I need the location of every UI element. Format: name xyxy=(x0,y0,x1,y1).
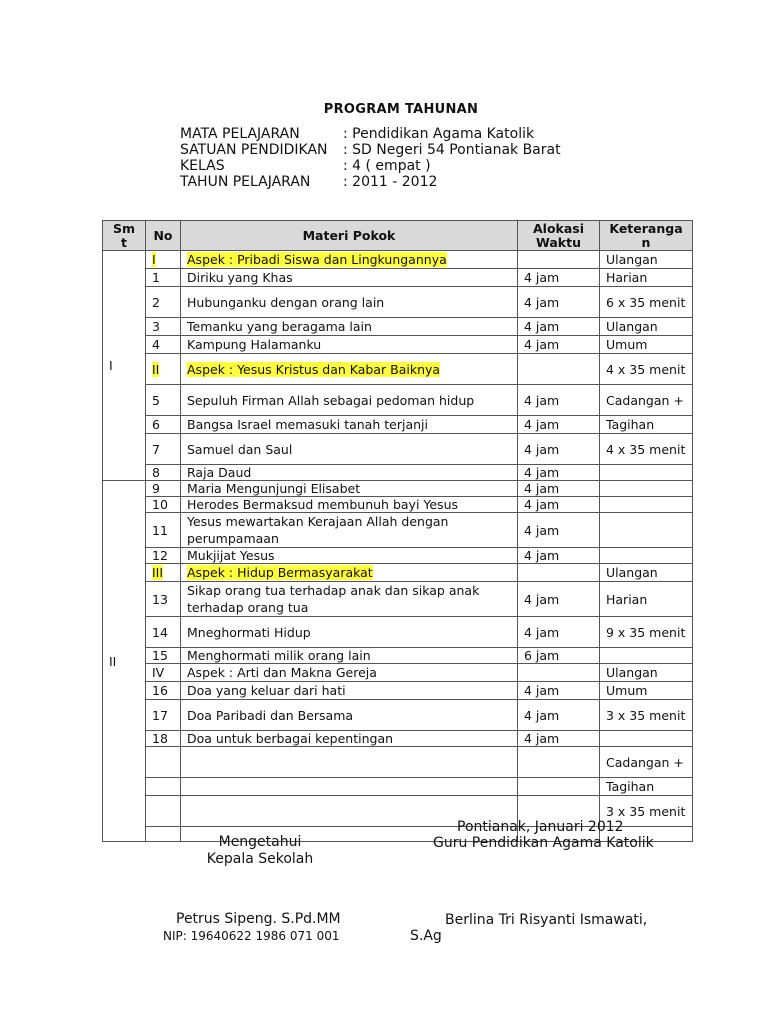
table-row xyxy=(103,682,693,700)
table-row xyxy=(103,778,693,796)
materi-cell xyxy=(181,564,518,582)
no-cell: 6 xyxy=(146,416,181,434)
no-cell: 5 xyxy=(146,385,181,416)
no-cell: 10 xyxy=(146,497,181,513)
alokasi-cell: 4 jam xyxy=(518,700,600,731)
no-cell: 14 xyxy=(146,617,181,648)
no-cell: 9 xyxy=(146,481,181,497)
alokasi-cell xyxy=(518,251,600,269)
table-row xyxy=(103,747,693,778)
info-value: : 4 ( empat ) xyxy=(343,158,431,174)
table-row xyxy=(103,564,693,582)
keterangan-cell: Ulangan xyxy=(600,664,693,682)
table-row xyxy=(103,548,693,564)
teacher-name: Berlina Tri Risyanti Ismawati, xyxy=(445,912,648,928)
info-value: : SD Negeri 54 Pontianak Barat xyxy=(343,142,561,158)
table-row xyxy=(103,700,693,731)
semester-cell: II xyxy=(103,481,146,842)
materi-cell: Temanku yang beragama lain xyxy=(181,318,518,336)
keterangan-cell: 6 x 35 menit xyxy=(600,287,693,318)
materi-cell: Samuel dan Saul xyxy=(181,434,518,465)
materi-cell: Herodes Bermaksud membunuh bayi Yesus xyxy=(181,497,518,513)
alokasi-cell: 4 jam xyxy=(518,416,600,434)
materi-cell: Bangsa Israel memasuki tanah terjanji xyxy=(181,416,518,434)
keterangan-cell: Harian xyxy=(600,582,693,617)
alokasi-cell: 4 jam xyxy=(518,287,600,318)
keterangan-cell: 4 x 35 menit xyxy=(600,434,693,465)
alokasi-cell: 4 jam xyxy=(518,682,600,700)
info-subject xyxy=(180,126,561,142)
alokasi-cell xyxy=(518,564,600,582)
alokasi-cell xyxy=(518,664,600,682)
semester-cell: I xyxy=(103,251,146,481)
info-class xyxy=(180,158,561,174)
materi-cell: Mukjijat Yesus xyxy=(181,548,518,564)
alokasi-cell: 4 jam xyxy=(518,434,600,465)
table-row xyxy=(103,465,693,481)
alokasi-cell: 4 jam xyxy=(518,269,600,287)
info-block xyxy=(180,126,561,190)
table-row xyxy=(103,385,693,416)
no-cell: 17 xyxy=(146,700,181,731)
materi-cell: Maria Mengunjungi Elisabet xyxy=(181,481,518,497)
no-cell: 2 xyxy=(146,287,181,318)
materi-cell: Sikap orang tua terhadap anak dan sikap anak terhadap orang tua xyxy=(181,582,518,617)
alokasi-cell: 4 jam xyxy=(518,582,600,617)
table-row xyxy=(103,648,693,664)
materi-cell xyxy=(181,747,518,778)
table-row xyxy=(103,617,693,648)
table-row xyxy=(103,664,693,682)
keterangan-cell: Cadangan + xyxy=(600,747,693,778)
no-cell xyxy=(146,747,181,778)
keterangan-cell: Cadangan + xyxy=(600,385,693,416)
alokasi-cell: 4 jam xyxy=(518,318,600,336)
alokasi-cell: 4 jam xyxy=(518,465,600,481)
keterangan-cell: Umum xyxy=(600,336,693,354)
place-date: Pontianak, Januari 2012 xyxy=(457,819,624,835)
keterangan-cell xyxy=(600,465,693,481)
no-cell xyxy=(146,354,181,385)
keterangan-cell xyxy=(600,731,693,747)
table-row xyxy=(103,497,693,513)
no-cell: 11 xyxy=(146,513,181,548)
info-value: : Pendidikan Agama Katolik xyxy=(343,126,535,142)
table-row xyxy=(103,318,693,336)
no-cell: 4 xyxy=(146,336,181,354)
no-cell: 15 xyxy=(146,648,181,664)
no-cell: 7 xyxy=(146,434,181,465)
keterangan-cell xyxy=(600,513,693,548)
keterangan-cell: Tagihan xyxy=(600,416,693,434)
materi-cell xyxy=(181,354,518,385)
materi-cell-highlight: Aspek : Yesus Kristus dan Kabar Baiknya xyxy=(187,361,441,377)
table-row xyxy=(103,251,693,269)
keterangan-cell: Ulangan xyxy=(600,564,693,582)
materi-cell: Doa untuk berbagai kepentingan xyxy=(181,731,518,747)
materi-cell: Hubunganku dengan orang lain xyxy=(181,287,518,318)
principal-title: Kepala Sekolah xyxy=(206,851,314,867)
materi-cell-highlight: Aspek : Pribadi Siswa dan Lingkungannya xyxy=(187,252,447,267)
header-keterangan: Keterangan xyxy=(600,221,693,251)
header-smt: Sm t xyxy=(103,221,146,251)
alokasi-cell: 4 jam xyxy=(518,497,600,513)
header-no: No xyxy=(146,221,181,251)
materi-cell: Mneghormati Hidup xyxy=(181,617,518,648)
no-cell-highlight: I xyxy=(152,252,156,267)
keterangan-cell: Tagihan xyxy=(600,778,693,796)
keterangan-cell: Umum xyxy=(600,682,693,700)
header-materi: Materi Pokok xyxy=(181,221,518,251)
keterangan-cell xyxy=(600,548,693,564)
table-row xyxy=(103,336,693,354)
alokasi-cell xyxy=(518,354,600,385)
table-row xyxy=(103,582,693,617)
no-cell: 1 xyxy=(146,269,181,287)
materi-cell: Raja Daud xyxy=(181,465,518,481)
materi-cell: Sepuluh Firman Allah sebagai pedoman hidup xyxy=(181,385,518,416)
materi-cell: Doa Paribadi dan Bersama xyxy=(181,700,518,731)
keterangan-cell: 3 x 35 menit xyxy=(600,700,693,731)
alokasi-cell xyxy=(518,747,600,778)
alokasi-cell: 4 jam xyxy=(518,385,600,416)
no-cell: 18 xyxy=(146,731,181,747)
keterangan-cell xyxy=(600,648,693,664)
no-cell: 16 xyxy=(146,682,181,700)
alokasi-cell: 6 jam xyxy=(518,648,600,664)
alokasi-cell xyxy=(518,778,600,796)
table-row xyxy=(103,287,693,318)
info-value: : 2011 - 2012 xyxy=(343,174,438,190)
table-row xyxy=(103,434,693,465)
alokasi-cell: 4 jam xyxy=(518,513,600,548)
alokasi-cell: 4 jam xyxy=(518,481,600,497)
materi-cell: Aspek : Arti dan Makna Gereja xyxy=(181,664,518,682)
table-row xyxy=(103,481,693,497)
keterangan-cell: 3 x 35 menit xyxy=(600,796,693,827)
table-row xyxy=(103,416,693,434)
page-title: PROGRAM TAHUNAN xyxy=(323,102,479,117)
info-label: TAHUN PELAJARAN xyxy=(180,174,311,190)
table-row xyxy=(103,731,693,747)
table-header-row xyxy=(103,221,693,251)
materi-cell: Yesus mewartakan Kerajaan Allah dengan perumpamaan xyxy=(181,513,518,548)
materi-cell: Menghormati milik orang lain xyxy=(181,648,518,664)
mengetahui-label: Mengetahui xyxy=(218,834,302,850)
principal-nip: NIP: 19640622 1986 071 001 xyxy=(163,929,340,943)
no-cell xyxy=(146,796,181,827)
no-cell-highlight: II xyxy=(152,361,160,377)
alokasi-cell: 4 jam xyxy=(518,336,600,354)
keterangan-cell: Ulangan xyxy=(600,251,693,269)
info-label: MATA PELAJARAN xyxy=(180,126,300,142)
info-label: KELAS xyxy=(180,158,225,174)
teacher-name-degree: S.Ag xyxy=(410,928,442,944)
no-cell: 8 xyxy=(146,465,181,481)
keterangan-cell xyxy=(600,481,693,497)
no-cell: 12 xyxy=(146,548,181,564)
keterangan-cell: Harian xyxy=(600,269,693,287)
table-row xyxy=(103,513,693,548)
no-cell: 3 xyxy=(146,318,181,336)
header-alokasi: Alokasi Waktu xyxy=(518,221,600,251)
info-label: SATUAN PENDIDIKAN xyxy=(180,142,328,158)
no-cell xyxy=(146,778,181,796)
materi-cell xyxy=(181,251,518,269)
alokasi-cell: 4 jam xyxy=(518,548,600,564)
no-cell xyxy=(146,251,181,269)
materi-cell xyxy=(181,778,518,796)
info-year xyxy=(180,174,561,190)
teacher-title: Guru Pendidikan Agama Katolik xyxy=(433,835,654,851)
materi-cell-highlight: Aspek : Hidup Bermasyarakat xyxy=(187,565,373,580)
no-cell-highlight: III xyxy=(152,565,164,580)
table-row xyxy=(103,354,693,385)
alokasi-cell: 4 jam xyxy=(518,731,600,747)
materi-cell: Doa yang keluar dari hati xyxy=(181,682,518,700)
keterangan-cell: Ulangan xyxy=(600,318,693,336)
materi-cell: Kampung Halamanku xyxy=(181,336,518,354)
alokasi-cell: 4 jam xyxy=(518,617,600,648)
no-cell: 13 xyxy=(146,582,181,617)
info-school xyxy=(180,142,561,158)
materi-cell: Diriku yang Khas xyxy=(181,269,518,287)
keterangan-cell xyxy=(600,497,693,513)
program-table xyxy=(102,220,693,842)
keterangan-cell: 9 x 35 menit xyxy=(600,617,693,648)
no-cell: IV xyxy=(146,664,181,682)
table-row xyxy=(103,269,693,287)
keterangan-cell: 4 x 35 menit xyxy=(600,354,693,385)
principal-name: Petrus Sipeng. S.Pd.MM xyxy=(176,911,341,927)
no-cell xyxy=(146,564,181,582)
